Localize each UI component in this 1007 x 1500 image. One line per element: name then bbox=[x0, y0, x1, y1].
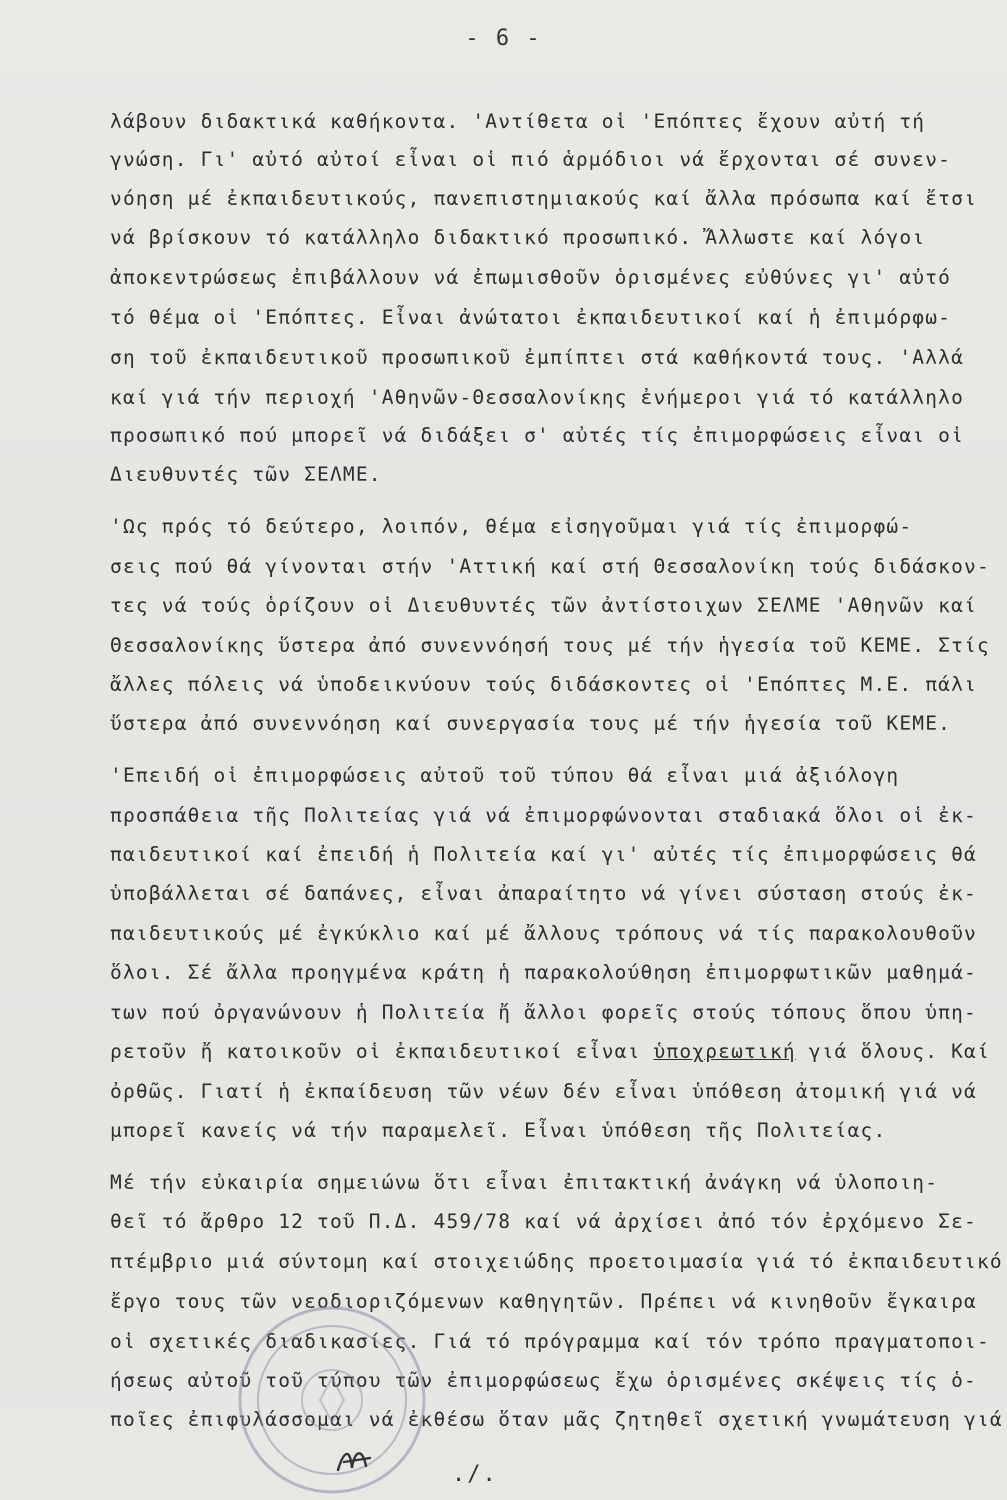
underlined-word: ὑποχρεωτική bbox=[653, 1040, 796, 1063]
text-line-2: γνώση. Γι' αὐτό αὐτοί εἶναι οἱ πιό ἁρμόδιοι νά ἔρχονται σέ συνεν- bbox=[110, 148, 952, 171]
text-line-28: θεῖ τό ἄρθρο 12 τοῦ Π.Δ. 459/78 καί νά ἀρχίσει ἀπό τόν ἐρχόμενο Σε- bbox=[110, 1210, 977, 1233]
text-line-14: Θεσσαλονίκης ὕστερα ἀπό συνεννόησή τους μέ τήν ἡγεσία τοῦ ΚΕΜΕ. Στίς bbox=[110, 634, 990, 657]
text-line-31: οἱ σχετικές διαδικασίες. Γιά τό πρόγραμμα καί τόν τρόπο πραγματοποι- bbox=[110, 1330, 990, 1353]
text-line-23: των πού ὀργανώνουν ἡ Πολιτεία ἤ ἄλλοι φορεῖς στούς τόπους ὅπου ὑπη- bbox=[110, 1001, 977, 1024]
text-line-21: παιδευτικούς μέ ἐγκύκλιο καί μέ ἄλλους τρόπους νά τίς παρακολουθοῦν bbox=[110, 922, 977, 945]
page-number: - 6 - bbox=[465, 26, 542, 51]
text-line-13: τες νά τούς ὁρίζουν οἱ Διευθυντές τῶν ἀντίστοιχων ΣΕΛΜΕ 'Αθηνῶν καί bbox=[110, 594, 977, 617]
text-line-9: προσωπικό πού μπορεῖ νά διδάξει σ' αὐτές τίς ἐπιμορφώσεις εἶναι οἱ bbox=[110, 424, 965, 447]
text-line-25: ὀρθῶς. Γιατί ἡ ἐκπαίδευση τῶν νέων δέν εἶναι ὑπόθεση ἀτομική γιά νά bbox=[110, 1080, 977, 1103]
handwritten-initials bbox=[330, 1440, 380, 1480]
text-line-3: νόηση μέ ἐκπαιδευτικούς, πανεπιστημιακούς καί ἄλλα πρόσωπα καί ἔτσι bbox=[110, 187, 977, 210]
text-line-33: ποῖες ἐπιφυλάσσομαι νά ἐκθέσω ὅταν μᾶς ζητηθεῖ σχετική γνωμάτευση γιά bbox=[110, 1408, 1003, 1431]
text-line-32: ήσεως αὐτοῦ τοῦ τύπου τῶν ἐπιμορφώσεως ἔχω ὁρισμένες σκέψεις τίς ὁ- bbox=[110, 1369, 977, 1392]
text-line-30: ἔργο τους τῶν νεοδιοριζόμενων καθηγητῶν. Πρέπει νά κινηθοῦν ἔγκαιρα bbox=[110, 1290, 977, 1313]
text-line-4: νά βρίσκουν τό κατάλληλο διδακτικό προσωπικό. Ἄλλωστε καί λόγοι bbox=[110, 226, 926, 249]
text-line-18: προσπάθεια τῆς Πολιτείας γιά νά ἐπιμορφώνονται σταδιακά ὅλοι οἱ ἐκ- bbox=[110, 804, 977, 827]
text-line-12: σεις πού θά γίνονται στήν 'Αττική καί στή Θεσσαλονίκη τούς διδάσκον- bbox=[110, 555, 990, 578]
text-line-10: Διευθυντές τῶν ΣΕΛΜΕ. bbox=[110, 463, 382, 486]
text-line-5: ἀποκεντρώσεως ἐπιβάλλουν νά ἐπωμισθοῦν ὁρισμένες εὐθύνες γι' αὐτό bbox=[110, 266, 952, 289]
text-line-29: πτέμβριο μιά σύντομη καί στοιχειώδης προετοιμασία γιά τό ἐκπαιδευτικό bbox=[110, 1250, 1003, 1273]
text-line-15: ἄλλες πόλεις νά ὑποδεικνύουν τούς διδάσκοντες οἱ 'Επόπτες Μ.Ε. πάλι bbox=[110, 673, 977, 696]
text-line-6: τό θέμα οἱ 'Επόπτες. Εἶναι ἀνώτατοι ἐκπαιδευτικοί καί ἡ ἐπιμόρφω- bbox=[110, 306, 952, 329]
text-line-17: 'Επειδή οἱ ἐπιμορφώσεις αὐτοῦ τοῦ τύπου θά εἶναι μιά ἀξιόλογη bbox=[110, 764, 900, 787]
text-line-24 bbox=[110, 1040, 990, 1063]
text-line-1: λάβουν διδακτικά καθήκοντα. 'Αντίθετα οἱ 'Επόπτες ἔχουν αὐτή τή bbox=[110, 110, 926, 133]
text-line-24-head: ρετοῦν ἤ κατοικοῦν οἱ ἐκπαιδευτικοί εἶναι bbox=[110, 1040, 654, 1063]
continuation-mark: ./. bbox=[452, 1462, 498, 1487]
text-line-24-tail: γιά ὅλους. Καί bbox=[795, 1040, 990, 1063]
text-line-19: παιδευτικοί καί ἐπειδή ἡ Πολιτεία καί γι' αὐτές τίς ἐπιμορφώσεις θά bbox=[110, 843, 977, 866]
text-line-27: Μέ τήν εὐκαιρία σημειώνω ὅτι εἶναι ἐπιτακτική ἀνάγκη νά ὑλοποιη- bbox=[110, 1171, 939, 1194]
text-line-20: ὑποβάλλεται σέ δαπάνες, εἶναι ἀπαραίτητο νά γίνει σύσταση στούς ἐκ- bbox=[110, 882, 977, 905]
text-line-8: καί γιά τήν περιοχή 'Αθηνῶν-Θεσσαλονίκης ἐνήμεροι γιά τό κατάλληλο bbox=[110, 386, 965, 409]
text-line-11: 'Ως πρός τό δεύτερο, λοιπόν, θέμα εἰσηγοῦμαι γιά τίς ἐπιμορφώ- bbox=[110, 515, 913, 538]
text-line-26: μπορεῖ κανείς νά τήν παραμελεῖ. Εἶναι ὑπόθεση τῆς Πολιτείας. bbox=[110, 1119, 887, 1142]
text-line-7: ση τοῦ ἐκπαιδευτικοῦ προσωπικοῦ ἐμπίπτει στά καθήκοντά τους. 'Αλλά bbox=[110, 346, 965, 369]
text-line-16: ὕστερα ἀπό συνεννόηση καί συνεργασία τους μέ τήν ἡγεσία τοῦ ΚΕΜΕ. bbox=[110, 712, 952, 735]
text-line-22: ὅλοι. Σέ ἄλλα προηγμένα κράτη ἡ παρακολούθηση ἐπιμορφωτικῶν μαθημά- bbox=[110, 961, 977, 984]
